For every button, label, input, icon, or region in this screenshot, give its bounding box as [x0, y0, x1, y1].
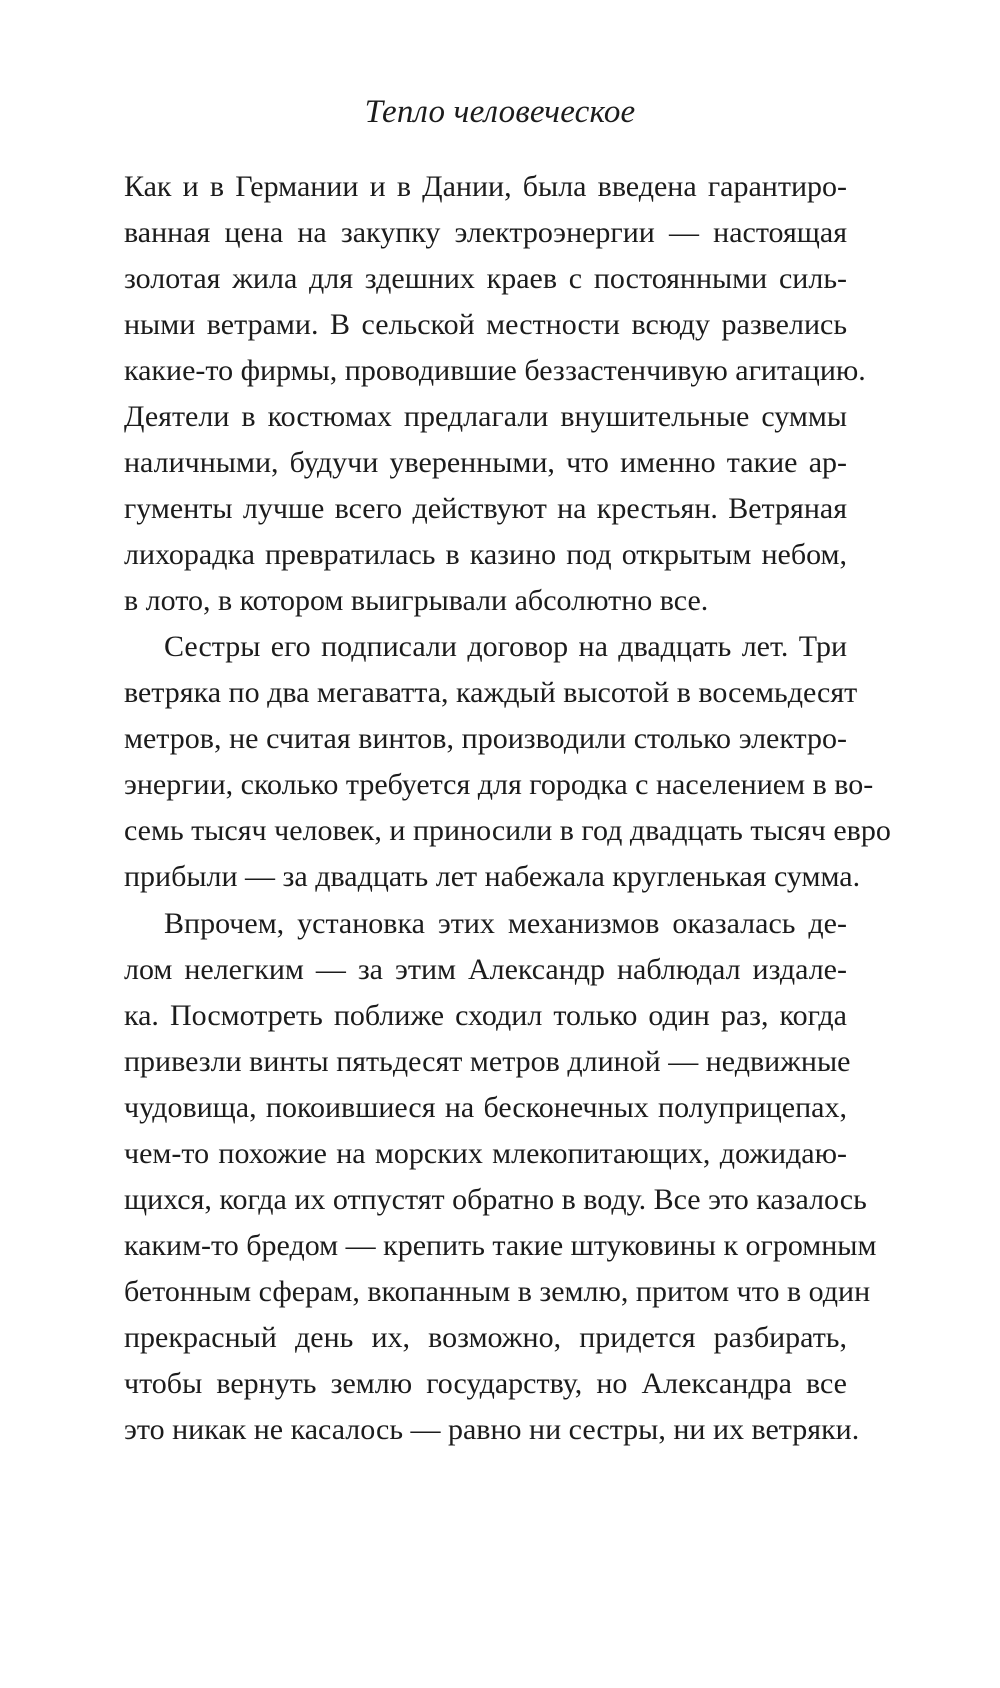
text-line: щихся, когда их отпустят обратно в воду. Все это казалось [124, 1183, 867, 1216]
text-line: энергии, сколько требуется для городка с населением в во- [124, 768, 874, 801]
text-line: какие-то фирмы, проводившие беззастенчивую агитацию. [124, 354, 866, 387]
text-line: чудовища, покоившиеся на бесконечных полуприцепах, [124, 1091, 847, 1124]
running-head: Тепло человеческое [364, 94, 636, 130]
text-line: ными ветрами. В сельской местности всюду развелись [124, 308, 847, 341]
text-line: чем-то похожие на морских млекопитающих, дожидаю- [124, 1137, 847, 1170]
text-line: прибыли — за двадцать лет набежала кругленькая сумма. [124, 860, 861, 893]
text-line: ка. Посмотреть поближе сходил только один раз, когда [124, 999, 847, 1032]
text-line: это никак не касалось — равно ни сестры, ни их ветряки. [124, 1413, 860, 1446]
text-line: наличными, будучи уверенными, что именно такие ар- [124, 446, 847, 479]
text-line: лом нелегким — за этим Александр наблюдал издале- [124, 953, 847, 986]
text-line: гументы лучше всего действуют на крестьян. Ветряная [124, 492, 847, 525]
text-line: золотая жила для здешних краев с постоянными силь- [124, 262, 847, 295]
text-line: семь тысяч человек, и приносили в год двадцать тысяч евро [124, 814, 891, 847]
text-line: Как и в Германии и в Дании, была введена гарантиро- [124, 170, 847, 203]
text-line: ванная цена на закупку электроэнергии — настоящая [124, 216, 847, 249]
text-line: лихорадка превратилась в казино под открытым небом, [124, 538, 847, 571]
text-line: Сестры его подписали договор на двадцать лет. Три [164, 630, 847, 663]
text-line: метров, не считая винтов, производили столько электро- [124, 722, 847, 755]
text-line: каким-то бредом — крепить такие штуковины к огромным [124, 1229, 877, 1262]
text-line: чтобы вернуть землю государству, но Александра все [124, 1367, 847, 1400]
text-line: привезли винты пятьдесят метров длиной — недвижные [124, 1045, 851, 1078]
text-line: в лото, в котором выигрывали абсолютно все. [124, 584, 709, 617]
text-line: прекрасный день их, возможно, придется разбирать, [124, 1321, 847, 1354]
text-line: бетонным сферам, вкопанным в землю, притом что в один [124, 1275, 871, 1308]
text-line: Деятели в костюмах предлагали внушительные суммы [124, 400, 847, 433]
text-line: Впрочем, установка этих механизмов оказалась де- [164, 907, 847, 940]
text-line: ветряка по два мегаватта, каждый высотой в восемьдесят [124, 676, 858, 709]
